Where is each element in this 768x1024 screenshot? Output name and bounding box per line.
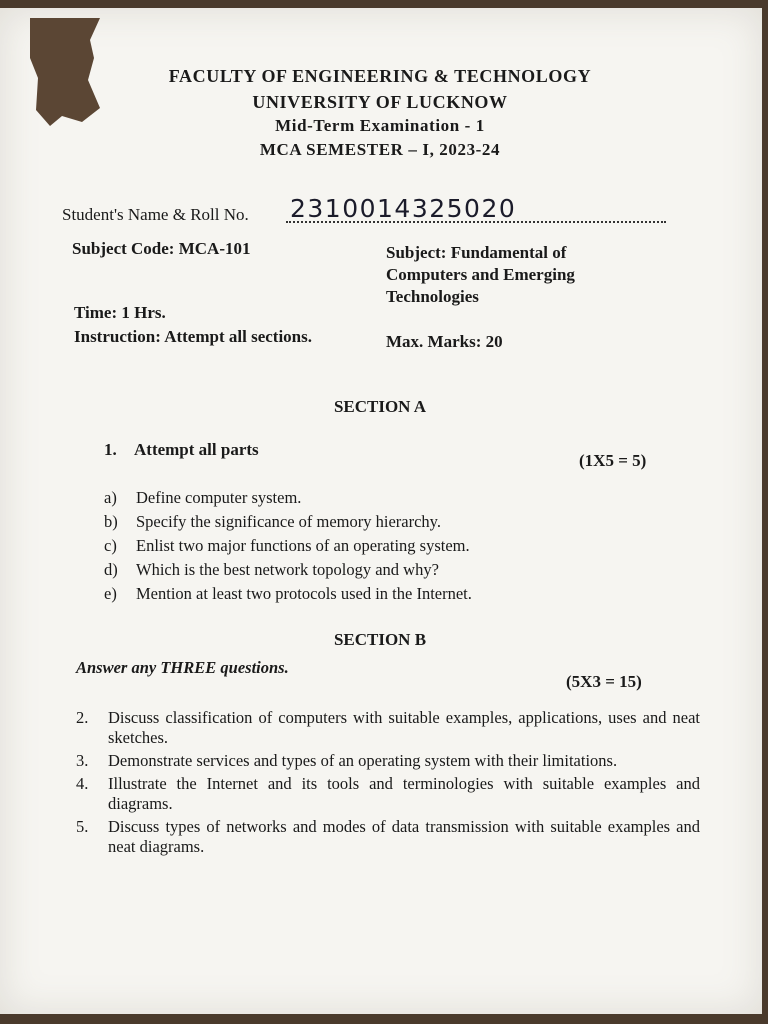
question-text: Discuss types of networks and modes of data transmission with suitable examples and neat diagrams. xyxy=(108,817,700,856)
part-label: b) xyxy=(104,512,118,531)
section-b-questions xyxy=(76,708,700,860)
question-number: 2. xyxy=(76,708,89,727)
section-a-marks: (1X5 = 5) xyxy=(579,451,647,470)
exam-instruction: Instruction: Attempt all sections. xyxy=(74,327,312,346)
question-text: Discuss classification of computers with suitable examples, applications, uses and neat sketches. xyxy=(108,708,700,747)
part-item xyxy=(104,582,564,606)
part-label: d) xyxy=(104,560,118,579)
exam-paper xyxy=(0,8,762,1014)
semester-heading: MCA SEMESTER – I, 2023-24 xyxy=(259,140,501,159)
max-marks: Max. Marks: 20 xyxy=(386,332,503,351)
subject-code: Subject Code: MCA-101 xyxy=(72,239,251,258)
question-item xyxy=(76,751,700,771)
question-1-number: 1. xyxy=(104,440,117,459)
university-heading: UNIVERSITY OF LUCKNOW xyxy=(252,92,508,112)
part-item xyxy=(104,486,564,510)
question-text: Illustrate the Internet and its tools and terminologies with suitable examples and diagrams. xyxy=(108,774,700,813)
section-b-title: SECTION B xyxy=(333,630,427,649)
section-b-instruction: Answer any THREE questions. xyxy=(76,658,289,677)
part-text: Which is the best network topology and why? xyxy=(136,560,439,579)
part-item xyxy=(104,534,564,558)
part-text: Specify the significance of memory hierarchy. xyxy=(136,512,441,531)
question-number: 5. xyxy=(76,817,89,836)
question-1 xyxy=(104,440,259,460)
part-text: Enlist two major functions of an operating system. xyxy=(136,536,470,555)
part-text: Define computer system. xyxy=(136,488,302,507)
question-item xyxy=(76,774,700,814)
student-name-label: Student's Name & Roll No. xyxy=(62,205,249,224)
section-a-parts xyxy=(104,486,564,606)
handwritten-roll-number: 2310014325020 xyxy=(290,194,517,223)
exam-time: Time: 1 Hrs. xyxy=(74,303,166,322)
question-item xyxy=(76,817,700,857)
section-b-marks: (5X3 = 15) xyxy=(566,672,642,691)
part-label: a) xyxy=(104,488,117,507)
question-text: Demonstrate services and types of an operating system with their limitations. xyxy=(108,751,618,770)
question-number: 4. xyxy=(76,774,89,793)
question-number: 3. xyxy=(76,751,89,770)
question-item xyxy=(76,708,700,748)
faculty-heading: FACULTY OF ENGINEERING & TECHNOLOGY xyxy=(168,66,592,86)
question-1-text: Attempt all parts xyxy=(134,440,259,459)
exam-heading: Mid-Term Examination - 1 xyxy=(275,116,485,135)
section-a-title: SECTION A xyxy=(333,397,427,416)
part-label: c) xyxy=(104,536,117,555)
part-item xyxy=(104,558,564,582)
part-text: Mention at least two protocols used in the Internet. xyxy=(136,584,472,603)
subject-name: Subject: Fundamental of Computers and Emerging Technologies xyxy=(386,243,575,306)
part-label: e) xyxy=(104,584,117,603)
part-item xyxy=(104,510,564,534)
